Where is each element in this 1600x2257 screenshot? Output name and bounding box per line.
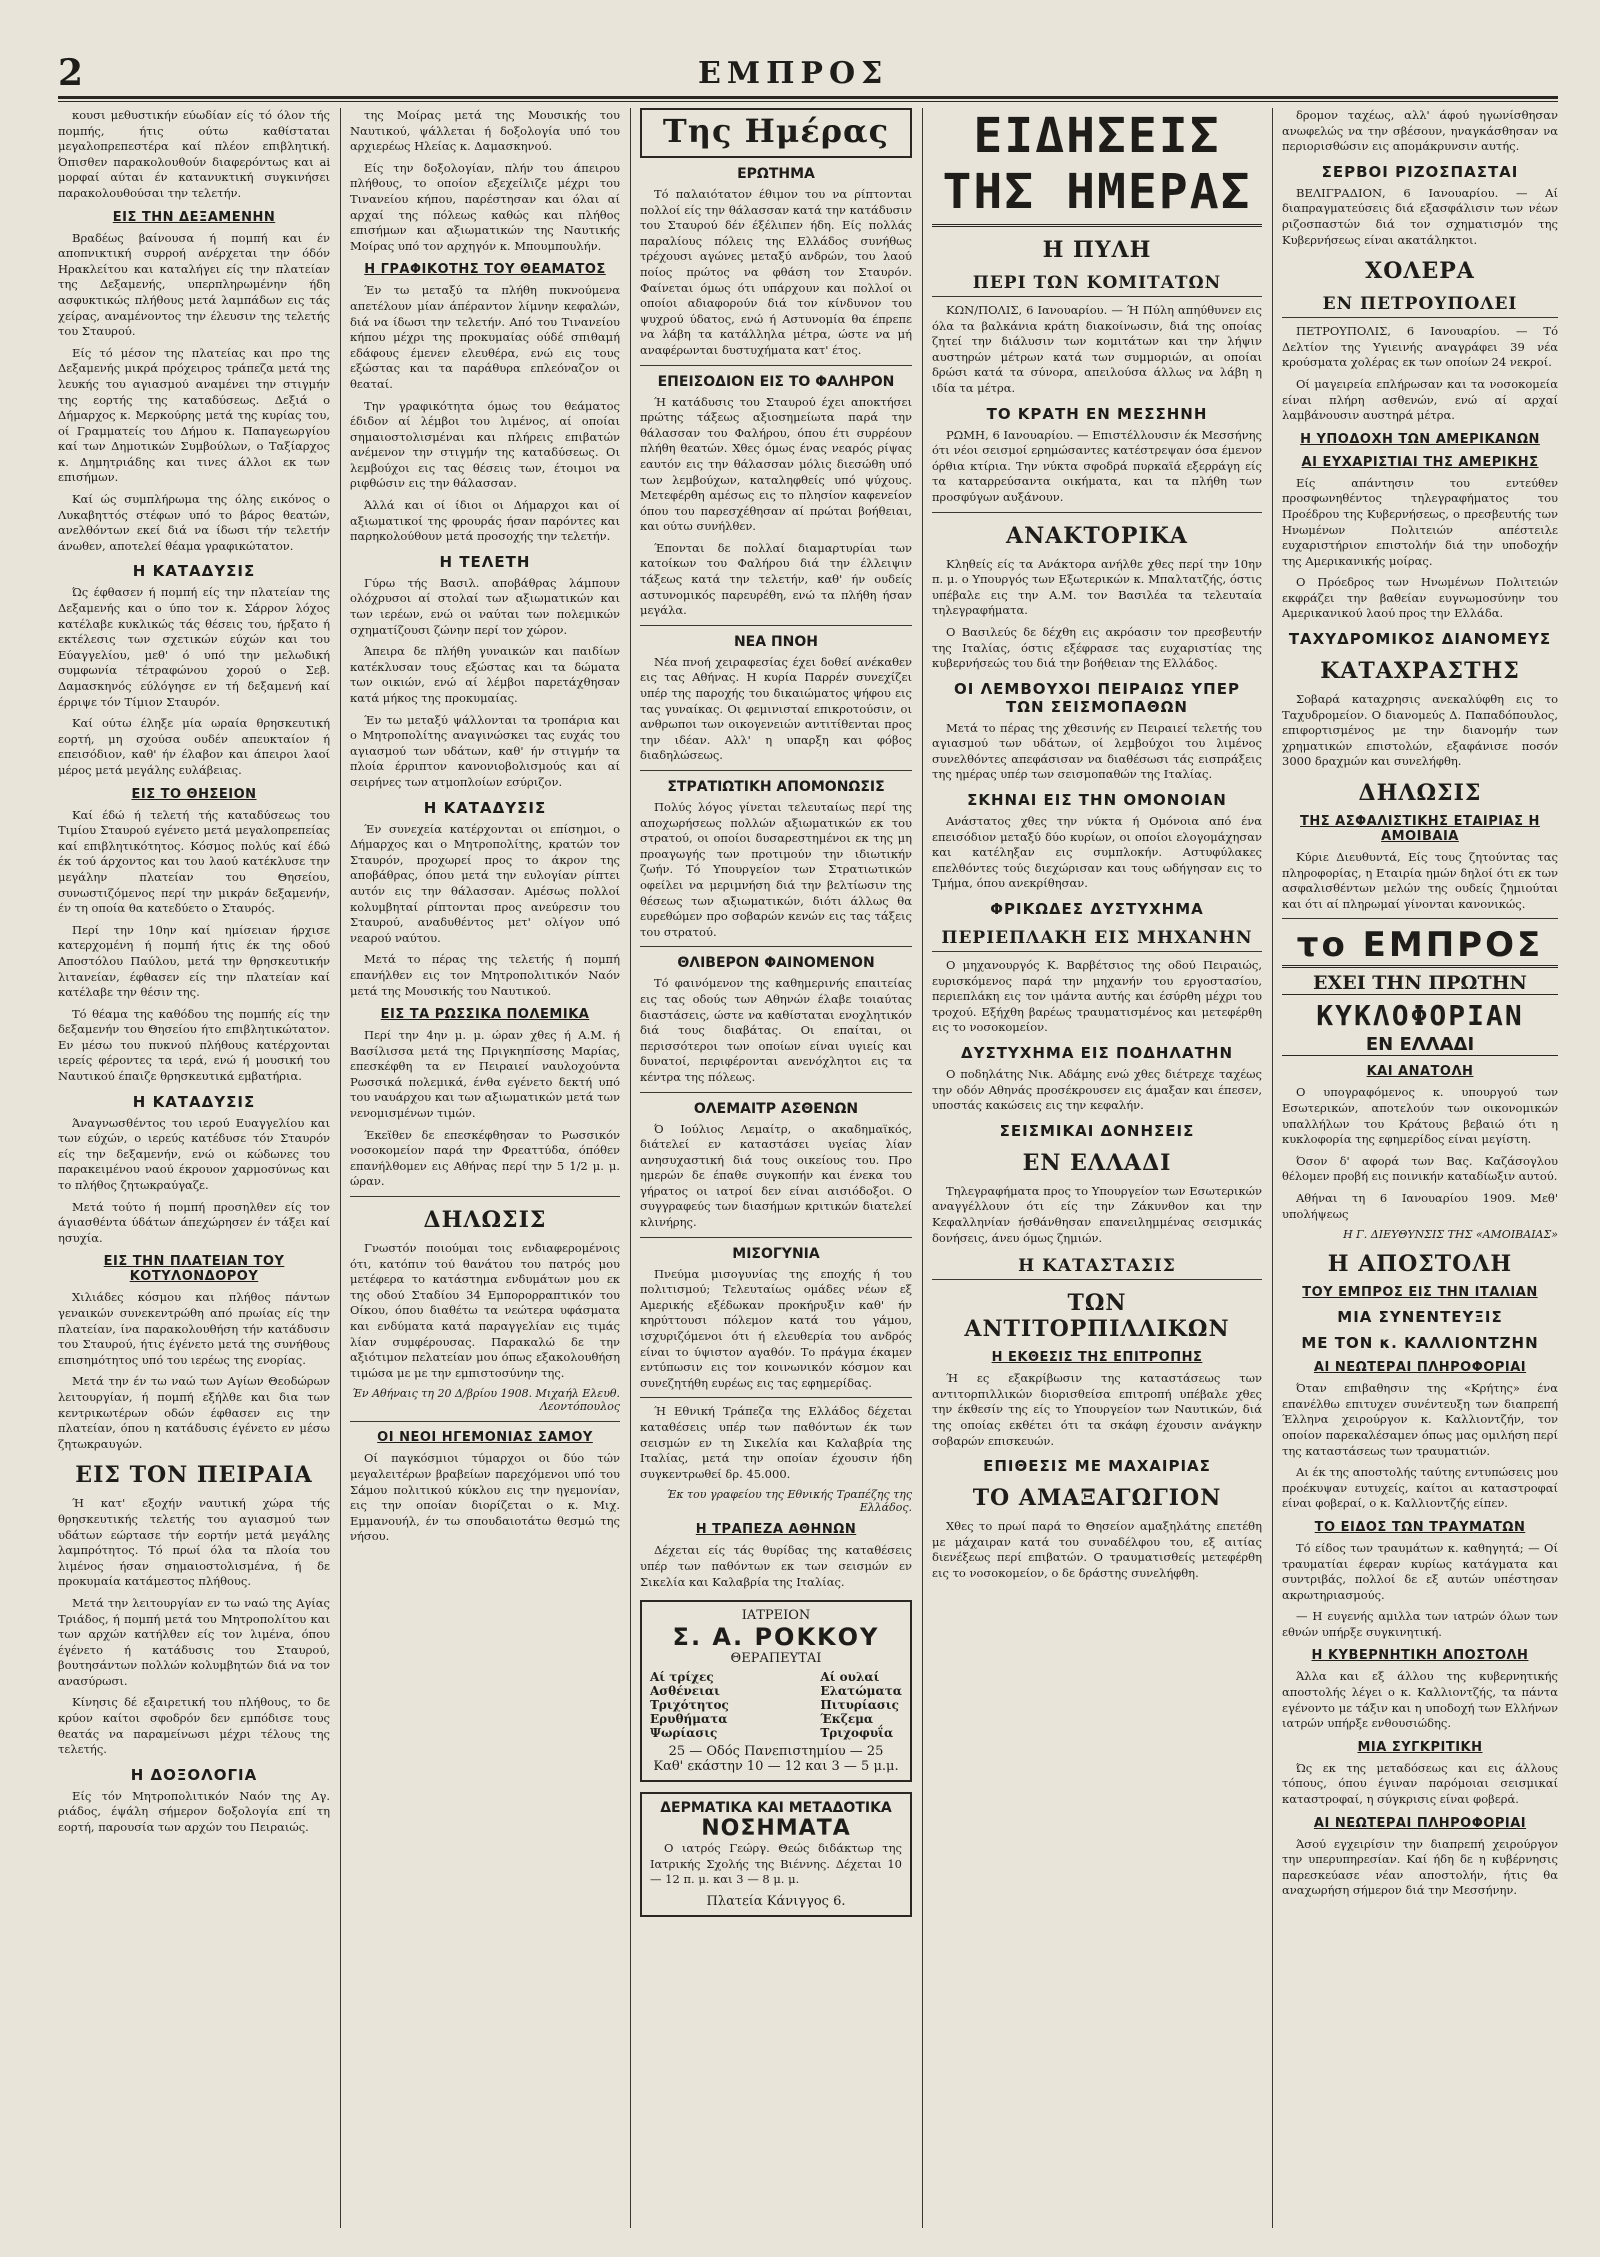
clinic-ad-list-left xyxy=(650,1670,729,1740)
article-text: Καί έδώ ή τελετή τής καταδύσεως του Τιμίου Σταυρού εγένετο μετά μεγαλοπρεπείας καί επιβλητικότητος. Κόσμος πολύς καί έδώ έκ τού άρχοντος και του λαού κατέκλυσε την μεγάλην πλατείαν του Θησείου, συνωστιζόμενος περί την μικράν δεξαμενήν, έν τη οποία θα κατεδύετο ο Σταυρός. xyxy=(58,807,330,916)
article-text: Όταν επιβαθησιν της «Κρήτης» ένα επανέλθω επιτυχεν συνέντευξη των διαπρεπή Έλληνα χειρούργον κ. Καλλιοντζήν, τον οποίον παρεκαλέσαμεν όπως μας ομιλήση περί της καταστάσεως των τραυματιών. xyxy=(1282,1381,1558,1458)
section-heading: ΑΝΑΚΤΟΡΙΚΑ xyxy=(1006,522,1188,549)
article-text: Έκεϊθεν δε επεσκέφθησαν το Ρωσσικόν νοσοκομείον παρά την Φρεαττύδα, όπόθεν επανήλθομεν εις Αθήνας περί την 5 1/2 μ. μ. ώραν. xyxy=(350,1127,620,1189)
article-text: Μετά την λειτουργίαν εν τω ναώ της Αγίας Τριάδος, ή πομπή μετά του Μητροπολίτου και των αρχών κατήλθεν είς τον λιμένα, όπου έγένετο ή κατάδυσις του Σταυρού, βουτησάντων πολλών κολυμβητών διά να τον ανασύρωσι. xyxy=(58,1595,330,1688)
notice-signature: Έκ του γραφείου της Εθνικής Τραπέζης της Ελλάδος. xyxy=(666,1488,912,1515)
article-text: Πολύς λόγος γίνεται τελευταίως περί της αποχωρήσεως πολλών αξιωματικών εκ του στρατού, οι οποίοι δυσαρεστημένοι εκ της μη προαγωγής των προτιμούν την ιδιωτικήν ζωήν. Τό Υπουργείον των Στρατιωτικών οφείλει να μεριμνήση διά την βελτίωσιν της θέσεως των αξιωματικών, διότι άλλως θα ευρεθώμεν προ σοβαρών κενών εις τας τάξεις του στρατού. xyxy=(640,800,912,939)
section-heading: Η ΥΠΟΔΟΧΗ ΤΩΝ ΑΜΕΡΙΚΑΝΩΝ xyxy=(1300,431,1540,447)
section-subheading: ΕΝ ΕΛΛΑΔΙ xyxy=(1022,1149,1172,1176)
article-text: Ο μηχανουργός Κ. Βαρβέτσιος της οδού Πειραιώς, ευρισκόμενος παρά την μηχανήν του εργοστασίου, περιεπλάκη εις τον ιμάντα αυτής και έσύρθη μέχρι του τροχού. Εξήχθη βαρέως τραυματισμένος και μετεφέρθη εις το νοσοκομείον. xyxy=(932,958,1262,1035)
divider xyxy=(932,512,1262,513)
section-subheading: ΠΕΡΙΕΠΛΑΚΗ ΕΙΣ ΜΗΧΑΝΗΝ xyxy=(932,928,1262,952)
article-text: Ή κατ' εξοχήν ναυτική χώρα τής θρησκευτικής τελετής του αγιασμού των υδάτων εώρτασε τήν εορτήν μετά μεγάλης λαμπρότητος. Τό πρωί όλα τα πλοία του λιμένος ήσαν σημαιοστολισμένα, ή δε προκυμαία κατάμεστος πλήθους. xyxy=(58,1496,330,1589)
section-subheading: ΕΝ ΠΕΤΡΟΥΠΟΛΕΙ xyxy=(1282,294,1558,318)
column-title: ΕΙΔΗΣΕΙΣ ΤΗΣ ΗΜΕΡΑΣ xyxy=(932,108,1262,227)
list-item: Τριχοφυΐα xyxy=(820,1726,894,1741)
article-text: Αθήναι τη 6 Ιανουαρίου 1909. Μεθ' υπολήψεως xyxy=(1282,1190,1558,1221)
masthead xyxy=(58,52,1558,92)
section-heading: Η ΚΥΒΕΡΝΗΤΙΚΗ ΑΠΟΣΤΟΛΗ xyxy=(1311,1648,1529,1664)
clinic-ad-head: ΙΑΤΡΕΙΟΝ xyxy=(741,1608,811,1624)
article-text: Ή κατάδυσις του Σταυρού έχει αποκτήσει πρώτης τάξεως αξιοσημείωτα παρά την θάλασσαν του Φαλήρου, όπου έτι συρρέουν πλήθη θεατών. Χθες όμως ένας νεαρός ρίψας εαυτόν εις την θάλασσαν μόλις διεσώθη υπό των λεμβούχων, καταληφθείς υπό ψύχους. Μετεφέρθη αμέσως εις το πλησίον καφενείον όπου του παρεσχέθησαν αί πρώται βοήθειαι, και ούτω συνήλθεν. xyxy=(640,394,912,534)
column-1 xyxy=(58,108,330,2228)
column-divider xyxy=(630,108,631,2228)
article-text: Πνεύμα μισογυνίας της εποχής ή του πολιτισμού; Τελευταίως ομάδες νέων εξ Αμερικής εξέδωκαν προκήρυξιν καθ' ήν κηρύττουσι πόλεμον κατά του γάμου, ισχυριζόμενοι ότι ή ελευθερία του ανδρός είναι το ύψιστον αγαθόν. Το πράγμα έκαμεν εντύπωσιν εις τον κοινωνικόν κόσμον και συνεζητήθη ευρέως εις τας εφημερίδας. xyxy=(640,1266,912,1390)
notice-heading: ΔΗΛΩΣΙΣ xyxy=(1358,780,1482,807)
divider xyxy=(640,1237,912,1238)
section-heading: ΣΚΗΝΑΙ ΕΙΣ ΤΗΝ ΟΜΟΝΟΙΑΝ xyxy=(967,791,1227,810)
list-item: Αί τρίχες xyxy=(650,1670,714,1685)
section-heading: Η ΑΠΟΣΤΟΛΗ xyxy=(1327,1251,1513,1278)
divider xyxy=(350,1196,620,1197)
section-heading: ΑΙ ΝΕΩΤΕΡΑΙ ΠΛΗΡΟΦΟΡΙΑΙ xyxy=(1313,1815,1527,1831)
section-heading: ΜΙΣΟΓΥΝΙΑ xyxy=(732,1245,820,1262)
section-heading: ΟΙ ΛΕΜΒΟΥΧΟΙ ΠΕΙΡΑΙΩΣ ΥΠΕΡ ΤΩΝ ΣΕΙΣΜΟΠΑΘΩΝ xyxy=(954,679,1240,716)
section-subheading: ΤΟ ΑΜΑΞΑΓΩΓΙΟΝ xyxy=(972,1485,1222,1512)
article-text: Έν τω μεταξύ ψάλλονται τα τροπάρια και ο Μητροπολίτης αναγινώσκει τας ευχάς του αγιασμού των υδάτων, καθ' ήν στιγμήν τα πλοία έρριπτον κανονιοβολισμούς και αί σειρήνες των ατμοπλοίων εσύριζον. xyxy=(350,712,620,789)
list-item: Ψωρίασις xyxy=(650,1726,718,1741)
article-text: Ανάστατος χθες την νύκτα ή Ομόνοια από ένα επεισόδιον μεταξύ δύο κυρίων, οι οποίοι ελογομάχησαν και κατέληξαν εις συμπλοκήν. Αστυφύλακες επελθόντες τούς διεχώρισαν και τους ωδήγησαν εις το Τμήμα, όπου ανεκρίθησαν. xyxy=(932,814,1262,891)
clinic-ad-hours: Καθ' εκάστην 10 — 12 και 3 — 5 μ.μ. xyxy=(653,1759,899,1775)
article-text: Μετά το πέρας της χθεσινής εν Πειραιεί τελετής του αγιασμού των υδάτων, οί λεμβούχοι του λιμένος συνελθόντες απεφάσισαν να διαθέσωσι τάς εισπράξεις της ημέρας υπέρ των σεισμοπαθών της Ιταλίας. xyxy=(932,720,1262,782)
column-4 xyxy=(932,108,1262,2228)
divider xyxy=(1282,918,1558,919)
article-text: Όσον δ' αφορά των Βας. Καζάσογλου θέλομεν προβή εις ποινικήν καταδίωξιν αυτού. xyxy=(1282,1153,1558,1184)
doctor-ad xyxy=(640,1792,912,1917)
promo-big: ΚΥΚΛΟΦΟΡΙΑΝ xyxy=(1316,999,1524,1033)
article-text: ΒΕΛΙΓΡΑΔΙΟΝ, 6 Ιανουαρίου. — Αί διαπραγματεύσεις διά εξασφάλισιν των νέων ριζοσπαστών διά τον σχηματισμόν της Κυβερνήσεως είναι ακατάληκτοι. xyxy=(1282,185,1558,247)
promo-tail: ΚΑΙ ΑΝΑΤΟΛΗ xyxy=(1366,1064,1474,1080)
article-text: Κίνησις δέ εξαιρετική του πλήθους, το δε κρύον καίτοι σφοδρόν δεν εμπόδισε τους θεατάς να παραμείνωσι μέχρι τέλους της τελετής. xyxy=(58,1695,330,1757)
section-heading: Η ΚΑΤΑΔΥΣΙΣ xyxy=(132,562,256,581)
clinic-ad xyxy=(640,1600,912,1782)
column-5 xyxy=(1282,108,1558,2228)
section-subheading: Η ΕΚΘΕΣΙΣ ΤΗΣ ΕΠΙΤΡΟΠΗΣ xyxy=(991,1350,1203,1366)
divider xyxy=(350,1421,620,1422)
article-text: Άλλά και οί ίδιοι οι Δήμαρχοι και οί αξιωματικοί της φρουράς ήσαν παρόντες και παρηκολούθουν μετά προσοχής την τελετήν. xyxy=(350,498,620,544)
article-text: Οί παγκόσμιοι τύμαρχοι οι δύο τών μεγαλειτέρων βραβείων παρεχόμενοι υπό του Σάμου πολιτικού κύκλου εις την ηγεμονίαν, εις την οποίαν διορίζεται ο κ. Μιχ. Εμμανουήλ, έν τω σπουδαιοτάτω θεσμώ της νήσου. xyxy=(350,1451,620,1544)
article-text: Είς απάντησιν του εντεύθεν προσφωνηθέντος τηλεγραφήματος του Προέδρου της Κυβερνήσεως, ο πρεσβευτής των Ηνωμένων Πολιτειών απέστειλε ευχαριστήριον επιστολήν διά την υποδοχήν της Αμερικανικής μοίρας. xyxy=(1282,475,1558,568)
article-text: Μετά την έν τω ναώ των Αγίων Θεοδώρων λειτουργίαν, ή πομπή εξήλθε και δια των κεντρικωτέρων οδών έφθασεν εις την πλατείαν, όπου η κατάδυσις έγένετο εν μέσω ζητωκραυγών. xyxy=(58,1374,330,1451)
section-heading: ΦΡΙΚΩΔΕΣ ΔΥΣΤΥΧΗΜΑ xyxy=(990,900,1204,919)
list-item: Έκζεμα xyxy=(820,1712,874,1727)
section-subheading: ΠΕΡΙ ΤΩΝ ΚΟΜΙΤΑΤΩΝ xyxy=(932,273,1262,297)
clinic-ad-list-right xyxy=(820,1670,902,1740)
section-heading: ΔΥΣΤΥΧΗΜΑ ΕΙΣ ΠΟΔΗΛΑΤΗΝ xyxy=(960,1044,1233,1062)
section-subheading: ΚΑΤΑΧΡΑΣΤΗΣ xyxy=(1320,658,1520,685)
section-heading: ΣΕΡΒΟΙ ΡΙΖΟΣΠΑΣΤΑΙ xyxy=(1321,162,1519,181)
article-text: Μετά τούτο ή πομπή προσηλθεν είς τον άγιασθέντα ύδάτων άπεχώρησεν έν τάξει καί ησυχία. xyxy=(58,1199,330,1245)
article-text: Ο υπογραφόμενος κ. υπουργού των Εσωτερικών, αποτελούν των οικονομικών υπαλλήλων του Κράτους βεβαιώ ότι η κυκλοφορία της εφημερίδος είναι μεγίστη. xyxy=(1282,1085,1558,1147)
notice-text: Δέχεται είς τάς θυρίδας της καταθέσεις υπέρ των παθόντων εκ των σεισμών εν Σικελία και Καλαβρία της Ιταλίας. xyxy=(640,1543,912,1589)
section-heading: ΤΟ ΚΡΑΤΗ ΕΝ ΜΕΣΣΗΝΗ xyxy=(986,404,1208,423)
notice-subheading: ΤΗΣ ΑΣΦΑΛΙΣΤΙΚΗΣ ΕΤΑΙΡΙΑΣ Η ΑΜΟΙΒΑΙΑ xyxy=(1300,814,1540,845)
article-text: Είς τόν Μητροπολιτικόν Ναόν της Αγ. ριάδος, έψάλη σήμερον δοξολογία επί τη εορτή, παρουσία των αρχών του Πειραιώς. xyxy=(58,1788,330,1835)
masthead-rule xyxy=(58,96,1558,99)
list-item: Τριχότητος xyxy=(650,1698,729,1713)
section-subheading: ΤΩΝ ΑΝΤΙΤΟΡΠΙΛΛΙΚΩΝ xyxy=(964,1290,1230,1343)
doctor-ad-text: Ο ιατρός Γεώργ. Θεώς διδάκτωρ της Ιατρικής Σχολής της Βιέννης. Δέχεται 10 — 12 π. μ. και 3 — 8 μ. μ. xyxy=(650,1841,902,1887)
section-heading: Η ΓΡΑΦΙΚΟΤΗΣ ΤΟΥ ΘΕΑΜΑΤΟΣ xyxy=(364,262,606,278)
notice-text: Κύριε Διευθυντά, Είς τους ζητούντας τας πληροφορίας, η Εταιρία ημών δηλοί ότι εκ των ασφαλισθέντων μελών της ουδείς ζημιούται και ότι αί πληρωμαί γίνονται κανονικώς. xyxy=(1282,850,1558,911)
doctor-ad-address: Πλατεία Κάνιγγος 6. xyxy=(706,1893,846,1909)
doctor-ad-big: ΝΟΣΗΜΑΤΑ xyxy=(701,1816,851,1842)
promo-mid: ΕΝ ΕΛΛΑΔΙ xyxy=(1282,1034,1558,1056)
article-text: Τό θέαμα της καθόδου της πομπής είς την δεξαμενήν του Θησείου ήτο επιβλητικώτατον. Εν μέσω του πυκνού πλήθους κατέρχονται ιερείς φέροντες τα ιερά, ενώ ή μουσική του Ναυτικού έπαιζε θρησκευτικά εμβατήρια. xyxy=(58,1006,330,1084)
article-text: της Μοίρας μετά της Μουσικής του Ναυτικού, ψάλλεται ή δοξολογία υπό του αρχιερέως Ηλείας κ. Δαμασκηνού. xyxy=(350,108,620,154)
section-subheading: ΜΕ ΤΟΝ κ. ΚΑΛΛΙΟΝΤΖΗΝ xyxy=(1301,1334,1539,1353)
list-item: Ελατώματα xyxy=(820,1684,902,1699)
article-text: Περί την 4ην μ. μ. ώραν χθες ή Α.Μ. ή Βασίλισσα μετά της Πριγκηπίσσης Μαρίας, επεσκέφθη τα εν Πειραιεί ναυλοχούντα Ρωσσικά πολεμικά, ένθα εγένετο δεκτή υπό του ναυάρχου και των αξιωματικών μετά των νενομισμένων τιμών. xyxy=(350,1028,620,1121)
section-heading: ΘΛΙΒΕΡΟΝ ΦΑΙΝΟΜΕΝΟΝ xyxy=(677,955,875,972)
notice-heading: ΔΗΛΩΣΙΣ xyxy=(423,1207,547,1234)
clinic-ad-address: 25 — Οδός Πανεπιστημίου — 25 xyxy=(668,1744,884,1760)
article-text: Ο Βασιλεύς δε δέχθη εις ακρόασιν τον πρεσβευτήν της Ιταλίας, όστις εξέφρασε τας ευχαριστίας της κυβερνήσεώς του διά την βοήθειαν της Ελλάδος. xyxy=(932,624,1262,671)
promo-subtitle: ΕΧΕΙ ΤΗΝ ΠΡΩΤΗΝ xyxy=(1282,972,1558,995)
section-heading: Η ΔΟΞΟΛΟΓΙΑ xyxy=(130,1765,258,1784)
article-text: Χθες το πρωί παρά το Θησείον αμαξηλάτης επετέθη με μάχαιραν κατά του συναδέλφου του, εξ αιτίας διενέξεως περί επιβατών. Ο τραυματισθείς μετεφέρθη εις το νοσοκομείον, ο δε δράστης συνελήφθη. xyxy=(932,1519,1262,1580)
section-heading: Η ΚΑΤΑΔΥΣΙΣ xyxy=(132,1092,256,1111)
section-subheading: ΜΙΑ ΣΥΝΕΝΤΕΥΞΙΣ xyxy=(1337,1308,1503,1327)
section-heading: ΕΙΣ ΤΑ ΡΩΣΣΙΚΑ ΠΟΛΕΜΙΚΑ xyxy=(380,1007,590,1023)
article-text: Τό φαινόμενον της καθημερινής επαιτείας εις τας οδούς των Αθηνών έλαβε τοιαύτας διαστάσεις, ώστε να καθίσταται ενοχλητικόν διά τους διαβάτας. Οι επαίται, οι περισσότεροι των οποίων είναι υγιείς και δυνατοί, περιφέρονται ανενόχλητοι εις τα κέντρα της πόλεως. xyxy=(640,976,912,1084)
article-text: Νέα πνοή χειραφεσίας έχει δοθεί ανέκαθεν εις τας Αθήνας. Η κυρία Παρρέν συνεχίζει υπέρ της παροχής του δικαιώματος ψήφου εις τας γυναίκας. Οι φεμινισταί επικροτούσιν, οι ανθρωποι των οικογενειών αντιτίθενται προς την ιδέαν. Αλλ' η υπαρξη και φόβος διαδηλώσεως. xyxy=(640,654,912,763)
section-heading: Η ΤΡΑΠΕΖΑ ΑΘΗΝΩΝ xyxy=(695,1522,857,1538)
page-number: 2 xyxy=(58,52,84,94)
column-divider xyxy=(1272,108,1273,2228)
article-text: Τηλεγραφήματα προς το Υπουργείον των Εσωτερικών αναγγέλλουν ότι είς την Ζάκυνθον και την Κεφαλληνίαν ήσθάνθησαν επανειλημμένας σεισμικάς δονήσεις, άνευ όμως ζημιών. xyxy=(932,1183,1262,1245)
column-2 xyxy=(350,108,620,2228)
article-text: — Η ευγενής αμιλλα των ιατρών όλων των εθνών υπήρξε συγκινητική. xyxy=(1282,1609,1558,1639)
article-text: Τό παλαιότατον έθιμον του να ρίπτονται πολλοί είς την θάλασσαν κατά την κατάδυσιν του Σταυρού δέν έξέλιπεν ήδη. Είς πολλάς παραλίους πόλεις της Ελλάδος συνήθως τρέχουσι αγώνες μεταξύ ανδρών, του λαού ποίος πρώτος να φθάση τον Σταυρόν. Φαίνεται όμως ότι υπάρχουν και πολλοί οι οποίοι αδιαφορούν διά τον κίνδυνον του ψυχρού ύδατος, ενώ ή Αστυνομία θα έπρεπε να λάβη τα κατάλληλα μέτρα, ώστε να μή αναφέρωνται δυστυχήματα κατ' έτος. xyxy=(640,187,912,357)
notice-signature: Η Γ. ΔΙΕΥΘΥΝΣΙΣ ΤΗΣ «ΑΜΟΙΒΑΙΑΣ» xyxy=(1343,1228,1558,1242)
notice-signature: Έν Αθήναις τη 20 Δ/βρίου 1908. Μιχαήλ Ελευθ. Λεοντόπουλος xyxy=(351,1387,620,1414)
list-item: Αί ουλαί xyxy=(820,1670,880,1685)
clinic-ad-sub: ΘΕΡΑΠΕΥΤΑΙ xyxy=(730,1651,822,1667)
notice-text: Γνωστόν ποιούμαι τοις ενδιαφερομένοις ότι, κατόπιν τού θανάτου του πατρός μου μετέφερα το κατάστημα ενδυμάτων μου εκ της οδού Σταδίου 34 Εμπορορραπτικόν του Οίκου, όπου διαθέτω τα νεώτερα υφάσματα και ενδύματα κατά παραγγελίαν εις τιμάς λίαν συμφέρουσας. Παρακαλώ δε την αξιότιμον πελατείαν μου όπως εξακολουθήση τιμώσα με με την εμπιστοσύνην της. xyxy=(350,1241,620,1380)
article-text: Ώς εκ της μεταδόσεως και εις άλλους τόπους, όπου έγιναν παρόμοιαι σεισμικαί καταστροφαί, η σύγκρισις είναι φοβερά. xyxy=(1282,1760,1558,1807)
article-text: Άσού εγχειρίσιν την διαπρεπή χειρούργον την υπερυπηρεσίαν. Καί ήδη δε η κυβέρνησις παρεσκεύασε νέαν αποστολήν, ήτις θα αναχωρήση σήμερον διά την Μεσσήνην. xyxy=(1282,1836,1558,1898)
section-heading: ΟΛΕΜΑΙΤΡ ΑΣΘΕΝΩΝ xyxy=(693,1100,859,1117)
section-heading: ΣΤΡΑΤΙΩΤΙΚΗ ΑΠΟΜΟΝΩΣΙΣ xyxy=(667,779,885,795)
section-heading: Η ΚΑΤΑΣΤΑΣΙΣ xyxy=(932,1256,1262,1280)
article-text: Ο ποδηλάτης Νικ. Αδάμης ενώ χθες διέτρεχε ταχέως την οδόν Αθηνάς προσέκρουσεν εις άμαξαν και έπεσεν, υποστάς κακώσεις εις την κεφαλήν. xyxy=(932,1067,1262,1113)
article-text: Ο Πρόεδρος των Ηνωμένων Πολιτειών εκφράζει την βαθείαν ευγνωμοσύνην του Αμερικανικού λαού προς την Ελλάδα. xyxy=(1282,575,1558,621)
article-text: κουσι μεθυστικήν εύωδίαν είς τό όλον τής πομπής, ήτις ούτω καθίσταται μεγαλοπρεπεστέρα καί πλέον επιβλητική. Όπισθεν παρακολουθούν διαφερόντως και ai μορφαί αύται έν κατανυκτική συγκινήσει παρακολουθούσαι την τελετήν. xyxy=(58,108,330,200)
article-text: Ό Ιούλιος Λεμαίτρ, ο ακαδημαϊκός, διάτελεί εν καταστάσει υγείας λίαν ανησυχαστική διά τους οικείους του. Προ ημερών δε έπαθε συγκοπήν και ένεκα του γήρατος οι ιατροί δεν είναι αισιόδοξοι. Ο συγγραφεύς των διασήμων κριτικών διατελεί κλινήρης. xyxy=(640,1121,912,1230)
divider xyxy=(640,625,912,626)
article-text: Την γραφικότητα όμως του θεάματος έδιδον αί λέμβοι του λιμένος, αί οποίαι σημαιοστολισμέναι και πλήρεις επιβατών ανέμενον την στιγμήν της καταδύσεως. Οι λεμβούχοι εις τας θέσεις των, έτοιμοι να ριφθώσιν εις την θάλασσαν. xyxy=(350,398,620,491)
section-heading: ΝΕΑ ΠΝΟΗ xyxy=(733,633,819,650)
article-text: Είς την δοξολογίαν, πλήν του άπειρου πλήθους, το οποίον εξεχείλιζε μέχρι του Τινανείου κήπου, παρέστησαν και όλαι αί αρχαί της πόλεως καθώς και πλήθος επισήμων και αξιωματικών της Ναυτικής Μοίρας υπό τον αρχηγόν κ. Μπουμπουλήν. xyxy=(350,160,620,253)
divider xyxy=(640,770,912,771)
article-text: Οί μαγειρεία επλήρωσαν και τα νοσοκομεία είναι πλήρη ασθενών, ενώ αί αρχαί λαμβάνουσιν αυστηρά μέτρα. xyxy=(1282,376,1558,423)
notice-text: Ή Εθνική Τράπεζα της Ελλάδος δέχεται καταθέσεις υπέρ των παθόντων έκ των σεισμών εν τη Σικελία και Καλαβρία της Ιταλίας, μετά την οποίαν έχουσιν ήδη συγκεντρωθεί δρ. 45.000. xyxy=(640,1404,912,1481)
column-divider xyxy=(340,108,341,2228)
article-text: Μετά το πέρας της τελετής ή πομπή επανήλθεν εις τον Μητροπολιτικόν Ναόν μετά της Μουσικής του Ναυτικού. xyxy=(350,952,620,998)
article-text: Άλλα και εξ άλλου της κυβερνητικής αποστολής λέγει ο κ. Καλλιοντζής, τα πάντα εγένοντο με τάξιν και η υποδοχή των Ελλήνων ιατρών υπήρξε ενθουσιώδης. xyxy=(1282,1669,1558,1731)
section-heading: ΣΕΙΣΜΙΚΑΙ ΔΟΝΗΣΕΙΣ xyxy=(999,1121,1195,1140)
article-text: Κληθείς είς τα Ανάκτορα ανήλθε χθες περί την 10ην π. μ. ο Υπουργός των Εξωτερικών κ. Μπαλτατζής, όστις υπέβαλε εις την Α.Μ. τον Βασιλέα τα τελευταία τηλεγραφήματα. xyxy=(932,556,1262,618)
article-text: Περί την 10ην καί ημίσειαν ήρχισε κατερχομένη ή πομπή ήτις έκ της οδού Αποστόλου Παύλου, μετά την θρησκευτικήν λιτανείαν, έφθασεν είς την πλατείαν καί κατέλαβε την θέσιν της. xyxy=(58,922,330,1000)
list-item: Πιτυρίασις xyxy=(820,1698,899,1713)
divider xyxy=(640,365,912,366)
article-text: Άναγνωσθέντος του ιερού Ευαγγελίου και των εύχών, ο ιερεύς κατέδυσε τόν Σταυρόν είς την δεξαμενήν, ενώ οι κώδωνες του παρακειμένου ναού έκρουον χαρμοσύνως και το πλήθος ζητωκραύγαζε. xyxy=(58,1115,330,1193)
article-text: Έν τω μεταξύ τα πλήθη πυκνούμενα απετέλουν μίαν άπέραντον λίμνην κεφαλών, διά να ίδωσι την τελετήν. Από του Τινανείου κήπου μέχρι της προκυμαίας ούδέ σπιθαμή εδάφους έμενεν ελευθέρα, ενώ εις τους εξώστας και τα παράθυρα επλεόναζον οι θεαταί. xyxy=(350,283,620,391)
divider xyxy=(640,946,912,947)
article-text: Έπονται δε πολλαί διαμαρτυρίαι των κατοίκων του Φαλήρου διά την έλλειψιν τάξεως κατά την τελετήν, καθ' ήν ουδείς αστυνομικός παρευρέθη, ενώ τα πλήθη ήσαν μεγάλα. xyxy=(640,540,912,618)
article-text: Αι έκ της αποστολής ταύτης εντυπώσεις μου προέκυψαν ευτυχείς, καίτοι αι καταστροφαί είναι φοβεραί, ο κ. Καλλιοντζής είπεν. xyxy=(1282,1465,1558,1511)
section-heading: ΟΙ ΝΕΟΙ ΗΓΕΜΟΝΙΑΣ ΣΑΜΟΥ xyxy=(377,1430,593,1446)
article-text: Έν συνεχεία κατέρχονται οι επίσημοι, ο Δήμαρχος και ο Μητροπολίτης, κρατών τον Σταυρόν, προχωρεί προς το άκρον της αποβάθρας, όπου μετά την ευλογίαν ρίπτει αυτόν εις την θάλασσαν. Αμέσως πολλοί κολυμβηταί ρίπτονται προς ανεύρεσιν του Σταυρού, αναδυθέντος μετ' ολίγον υπό νεαρού ναύτου. xyxy=(350,821,620,945)
column-3 xyxy=(640,108,912,2228)
section-heading: ΕΙΣ ΤΗΝ ΔΕΞΑΜΕΝΗΝ xyxy=(112,209,276,225)
section-heading: Η ΤΕΛΕΤΗ xyxy=(439,552,531,571)
section-heading: ΤΟ ΕΙΔΟΣ ΤΩΝ ΤΡΑΥΜΑΤΩΝ xyxy=(1314,1519,1526,1535)
doctor-ad-title: ΔΕΡΜΑΤΙΚΑ ΚΑΙ ΜΕΤΑΔΟΤΙΚΑ xyxy=(660,1800,892,1817)
article-text: ΡΩΜΗ, 6 Ιανουαρίου. — Επιστέλλουσιν έκ Μεσσήνης ότι νέοι σεισμοί ερημώσαντες κατέστρεψαν όσα έμενον όρθια κτίρια. Την νύκτα σφοδρά πυρκαϊά εξερράγη είς τα καταρρεύσαντα οικήματα, και τα πλήθη των προσφύγων αυξάνουν. xyxy=(932,427,1262,504)
article-text: Άπειρα δε πλήθη γυναικών και παιδίων κατέκλυσαν τους εξώστας και τα δώματα των οικιών, ενώ αί λέμβοι παρετάχθησαν κατά μήκος της προκυμαίας. xyxy=(350,644,620,705)
article-text: Είς τό μέσον της πλατείας και προ της Δεξαμενής μικρά πρόχειρος τράπεζα μετά της λευκής του αγιασμού αναμένει την στιγμήν της εορτής της καταδύσεως. Δεξιά ο Δήμαρχος κ. Μερκούρης μετά της κυρίας του, οί Γραμματείς του Δήμου κ. Παπαγεωργίου καί των Δημοτικών Συμβούλων, ο Ταξίαρχος κ. Δημητριάδης και τινες άλλοι εκ των επισήμων. xyxy=(58,345,330,485)
article-text: Ή ες εξακρίβωσιν της καταστάσεως των αντιτορπιλλικών διορισθείσα επιτροπή υπέβαλε χθες την έκθεσίν της είς το Υπουργείον των Ναυτικών, διά της οποίας εκθέτει ότι τα σκάφη έχουσιν ανάγκην σοβαρών επισκευών. xyxy=(932,1371,1262,1448)
section-heading: ΕΡΩΤΗΜΑ xyxy=(737,166,815,182)
section-heading: ΧΟΛΕΡΑ xyxy=(1365,258,1475,285)
section-subheading: ΑΙ ΝΕΩΤΕΡΑΙ ΠΛΗΡΟΦΟΡΙΑΙ xyxy=(1313,1360,1527,1376)
masthead-rule-thin xyxy=(58,101,1558,102)
list-item: Ασθένειαι xyxy=(650,1684,720,1699)
section-heading: ΕΙΣ ΤΟ ΘΗΣΕΙΟΝ xyxy=(131,786,257,802)
article-text: Καί ούτω έληξε μία ωραία θρησκευτική εορτή, μη σχούσα ουδέν απευκταίον ή επεισόδιον, καθ' ήν έλαβον και άπειροι λαοί μέρος μετά μεγάλης ευλάβειας. xyxy=(58,716,330,777)
section-heading: ΜΙΑ ΣΥΓΚΡΙΤΙΚΗ xyxy=(1357,1739,1483,1755)
article-text: ΠΕΤΡΟΥΠΟΛΙΣ, 6 Ιανουαρίου. — Τό Δελτίον της Υγιεινής αναγράφει 39 νέα κρούσματα χολέρας εκ των οποίων 24 νεκροί. xyxy=(1282,324,1558,370)
section-subheading: ΤΟΥ ΕΜΠΡΟΣ ΕΙΣ ΤΗΝ ΙΤΑΛΙΑΝ xyxy=(1302,1285,1538,1301)
column-title: Της Ημέρας xyxy=(640,108,912,158)
list-item: Ερυθήματα xyxy=(650,1712,728,1727)
article-text: Χιλιάδες κόσμου και πλήθος πάντων γεναικών συνεκεντρώθη από πρωίας είς την πλατείαν, ίνα παρακολουθήση τήν κατάδυσιν του Σταυρού, ήτις έγένετο μετά της συνήθους επισημότητος υπό του ιερέως της ενορίας. xyxy=(58,1290,330,1367)
article-text: ΚΩΝ/ΠΟΛΙΣ, 6 Ιανουαρίου. — Ή Πύλη απηύθυνεν εις όλα τα βαλκάνια κράτη διακοίνωσιν, διά της οποίας ζητεί την διάλυσιν των κομιτάτων και την λήψιν αυστηρών μέτρων κατά των συμμοριών, αι οποίαι δρώσι κατά τα σύνορα, απειλούσα άλλως να λάβη η ιδία τα μέτρα. xyxy=(932,303,1262,395)
divider xyxy=(640,1092,912,1093)
paper-name: ΕΜΠΡΟΣ xyxy=(698,56,889,91)
article-text: Γύρω τής Βασιλ. αποβάθρας λάμπουν ολόχρυσοι αί στολαί των αξιωματικών και των ιερέων, ενώ οι ναύται των πολεμικών σχηματίζουσι ζώνην περί τον χώρον. xyxy=(350,575,620,637)
section-heading: Η ΠΥΛΗ xyxy=(1042,237,1152,263)
section-heading: ΕΠΕΙΣΟΔΙΟΝ ΕΙΣ ΤΟ ΦΑΛΗΡΟΝ xyxy=(657,373,895,390)
clinic-ad-name: Σ. Α. ΡΟΚΚΟΥ xyxy=(672,1623,880,1652)
article-text: Βραδέως βαίνουσα ή πομπή και έν αποπνικτική συρροή ανέρχεται την όδόν Ηρακλείτου και καταλήγει είς την πλατείαν της Δεξαμενής, υπερπληρωμένην ήδη ασφυκτικώς πλήθους μετά λαμπάδων εις τάς χείρας, αναμένοντος την έλευσιν της τελετής του Σταυρού. xyxy=(58,230,330,339)
article-text: δρομον ταχέως, αλλ' άφού ηγωνίσθησαν ανωφελώς να την σβέσουν, ηναγκάσθησαν να περιορισθώσιν εις απομάκρυνσιν αυτής. xyxy=(1282,108,1558,154)
article-text: Σοβαρά καταχρησις ανεκαλύφθη εις το Ταχυδρομείον. Ο διανομεύς Δ. Παπαδόπουλος, επιφορτισμένος με την διανομήν των χρηματικών επιστολών, εξαφάνισε ποσόν 3000 δραχμών και συνελήφθη. xyxy=(1282,692,1558,769)
section-heading: ΕΙΣ ΤΟΝ ΠΕΙΡΑΙΑ xyxy=(75,1462,313,1489)
section-heading: Η ΚΑΤΑΔΥΣΙΣ xyxy=(423,798,547,817)
section-heading: ΕΙΣ ΤΗΝ ΠΛΑΤΕΙΑΝ ΤΟΥ ΚΟΤΥΛΟΝΔΟΡΟΥ xyxy=(103,1254,285,1285)
article-text: Καί ώς συμπλήρωμα της όλης εικόνος ο Λυκαβηττός στέφων υπό το βάρος θεατών, ανελθόντων εκεί διά να ίδωσι τήν τελετήν άνωθεν, αποτελεί θέαμα γραφικώτατον. xyxy=(58,492,330,553)
article-text: Ώς έφθασεν ή πομπή είς την πλατείαν της Δεξαμενής και ο ύπο τον κ. Σάρρον λόχος κατέλαβε κυκλικώς τάς θέσεις του, ήρξατο ή εκτέλεσις των σχετικών εύχών και του Εύαγγελίου, μεθ' ό υπό την μελωδική συμφωνία τέτραφώνου χορού ο Σεβ. Δαμασκηνός εύλόγησε εν τή δεξαμενή καί έρριψε τόν Τίμιον Σταυρόν. xyxy=(58,585,330,709)
section-heading: ΤΑΧΥΔΡΟΜΙΚΟΣ ΔΙΑΝΟΜΕΥΣ xyxy=(1288,630,1552,649)
divider xyxy=(640,1397,912,1398)
section-heading: ΕΠΙΘΕΣΙΣ ΜΕ ΜΑΧΑΙΡΙΑΣ xyxy=(983,1457,1211,1476)
column-divider xyxy=(922,108,923,2228)
section-subheading: ΑΙ ΕΥΧΑΡΙΣΤΙΑΙ ΤΗΣ ΑΜΕΡΙΚΗΣ xyxy=(1301,454,1539,470)
clinic-ad-list xyxy=(650,1670,902,1740)
article-text: Τό είδος των τραυμάτων κ. καθηγητά; — Οί τραυματίαι έφεραν κυρίως κατάγματα και συντριβάς, πολλοί δε εξ αυτών υπέστησαν ακρωτηριασμούς. xyxy=(1282,1540,1558,1602)
promo-title: το ΕΜΠΡΟΣ xyxy=(1282,925,1558,968)
